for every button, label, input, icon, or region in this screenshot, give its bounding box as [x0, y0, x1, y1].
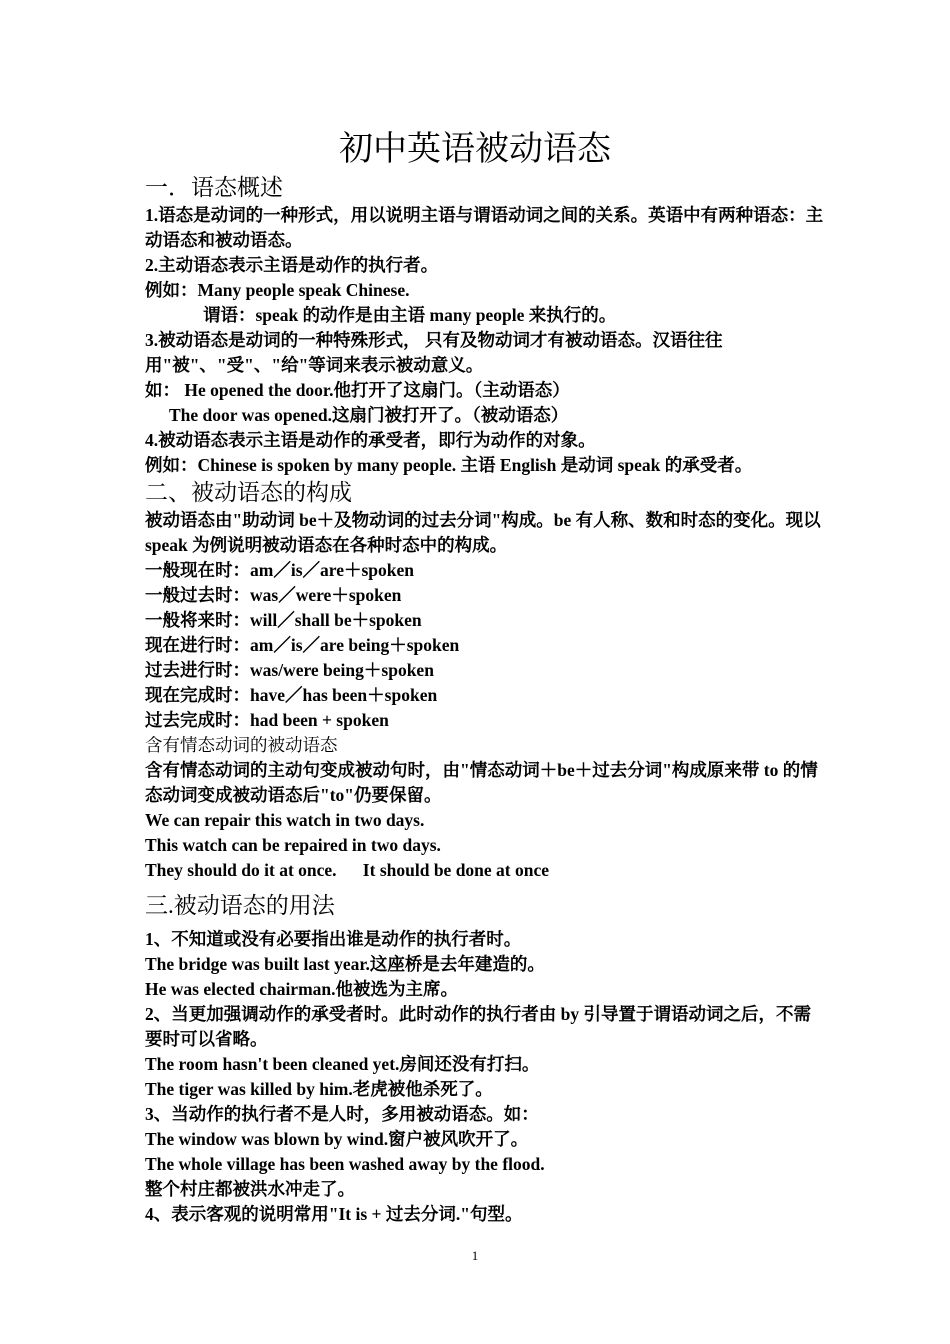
paragraph: 被动语态由"助动词 be＋及物动词的过去分词"构成。be 有人称、数和时态的变化。现以 speak 为例说明被动语态在各种时态中的构成。 [145, 510, 821, 555]
tense-formula: 一般过去时：was／were＋spoken [145, 585, 402, 605]
paragraph: 含有情态动词的主动句变成被动句时，由"情态动词＋be＋过去分词"构成原来带 to 的情态动词变成被动语态后"to"仍要保留。 [145, 760, 818, 805]
example-line: 整个村庄都被洪水冲走了。 [145, 1179, 355, 1199]
page-number: 1 [471, 1248, 479, 1263]
example-note: 谓语：speak 的动作是由主语 many people 来执行的。 [203, 305, 617, 325]
example-line: The window was blown by wind.窗户被风吹开了。 [145, 1129, 529, 1149]
usage-point: 1、不知道或没有必要指出谁是动作的执行者时。 [145, 929, 522, 949]
tense-formula: 一般将来时：will／shall be＋spoken [145, 610, 422, 630]
example-line: The bridge was built last year.这座桥是去年建造的。 [145, 954, 545, 974]
example-line: The tiger was killed by him.老虎被他杀死了。 [145, 1079, 493, 1099]
document-body [145, 173, 825, 1227]
example-line: The door was opened.这扇门被打开了。（被动语态） [169, 405, 569, 425]
example-line: 如： He opened the door.他打开了这扇门。（主动语态） [145, 380, 570, 400]
tense-formula: 现在进行时：am／is／are being＋spoken [145, 635, 460, 655]
example-line: 例如：Chinese is spoken by many people. 主语 English 是动词 speak 的承受者。 [145, 455, 753, 475]
example-line: The room hasn't been cleaned yet.房间还没有打扫。 [145, 1054, 540, 1074]
tense-formula: 一般现在时：am／is／are＋spoken [145, 560, 414, 580]
example-line: They should do it at once. It should be done at once [145, 860, 550, 880]
tense-formula: 过去完成时：had been + spoken [145, 710, 389, 730]
example-line: This watch can be repaired in two days. [145, 835, 441, 855]
tense-formula: 过去进行时：was/were being＋spoken [145, 660, 434, 680]
usage-point: 4、表示客观的说明常用"It is + 过去分词."句型。 [145, 1204, 523, 1224]
paragraph: 2.主动语态表示主语是动作的执行者。 [145, 255, 439, 275]
section-heading-usage: 三.被动语态的用法 [145, 893, 335, 918]
paragraph: 3.被动语态是动词的一种特殊形式， 只有及物动词才有被动语态。汉语往往用"被"、"受"、"给"等词来表示被动意义。 [145, 330, 723, 375]
page-title: 初中英语被动语态 [339, 131, 611, 168]
example-line: The whole village has been washed away by the flood. [145, 1154, 545, 1174]
paragraph: 1.语态是动词的一种形式，用以说明主语与谓语动词之间的关系。英语中有两种语态：主动语态和被动语态。 [145, 205, 824, 250]
usage-point: 3、当动作的执行者不是人时，多用被动语态。如： [145, 1104, 539, 1124]
example-line: He was elected chairman.他被选为主席。 [145, 979, 459, 999]
subheading-modal: 含有情态动词的被动语态 [145, 735, 338, 755]
example-line: 例如：Many people speak Chinese. [145, 280, 410, 300]
usage-point: 2、当更加强调动作的承受者时。此时动作的执行者由 by 引导置于谓语动词之后，不需要时可以省略。 [145, 1004, 811, 1049]
example-line: We can repair this watch in two days. [145, 810, 425, 830]
section-heading-formation: 二、被动语态的构成 [145, 480, 352, 505]
paragraph: 4.被动语态表示主语是动作的承受者，即行为动作的对象。 [145, 430, 596, 450]
tense-formula: 现在完成时：have／has been＋spoken [145, 685, 438, 705]
section-heading-overview: 一．语态概述 [145, 175, 283, 200]
